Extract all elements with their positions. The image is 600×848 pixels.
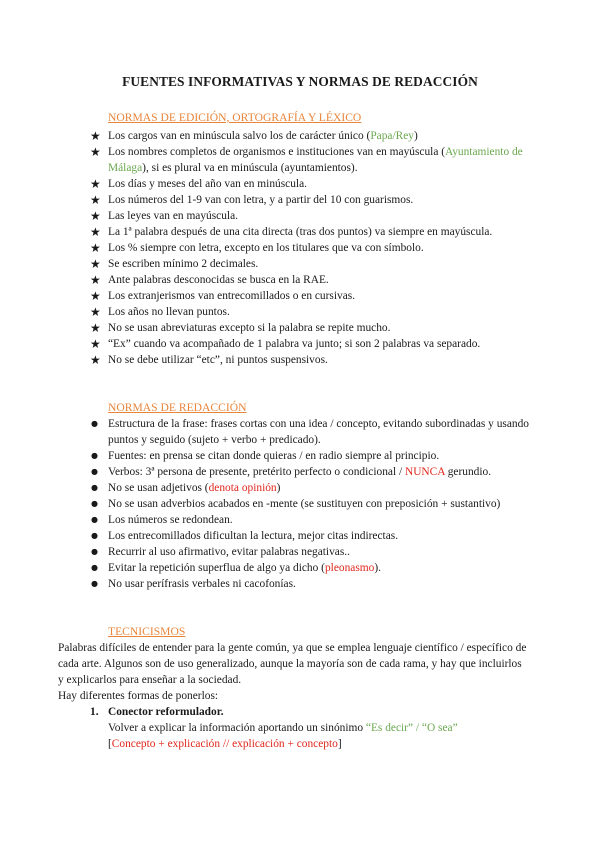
item-label: Conector reformulador.	[108, 706, 224, 718]
rule-item	[90, 240, 530, 256]
rule-item	[90, 352, 530, 368]
rule-item	[90, 560, 530, 576]
explanation-text: Volver a explicar la información aportando un sinónimo	[108, 722, 366, 734]
rule-item	[90, 528, 530, 544]
rule-item	[90, 336, 530, 352]
rule-item	[90, 416, 530, 448]
edicion-rules-list	[90, 128, 530, 368]
rule-text: Fuentes: en prensa se citan donde quieras / en radio siempre al principio.	[108, 450, 440, 462]
tecnicismos-intro: Hay diferentes formas de ponerlos:	[58, 690, 219, 702]
rule-item	[90, 304, 530, 320]
rule-text: Los números del 1-9 van con letra, y a partir del 10 con guarismos.	[108, 194, 414, 206]
rule-text: Evitar la repetición superflua de algo ya dicho (	[108, 562, 325, 574]
rule-text: Los números se redondean.	[108, 514, 233, 526]
item-number: 1.	[90, 706, 99, 718]
rule-text: Los días y meses del año van en minúscula.	[108, 178, 307, 190]
rule-text: Los extranjerismos van entrecomillados o en cursivas.	[108, 290, 356, 302]
rule-item	[90, 576, 530, 592]
section-heading-tecnicismos: TECNICISMOS	[108, 625, 186, 638]
rule-text: Estructura de la frase: frases cortas con una idea / concepto, evitando subordinadas y usando puntos y seguido (sujeto + verbo + predicado).	[108, 418, 529, 446]
bracket-open: [	[108, 738, 112, 750]
rule-text: No se usan adverbios acabados en -mente (se sustituyen con preposición + sustantivo)	[108, 498, 501, 510]
rule-text: Verbos: 3ª persona de presente, pretérito perfecto o condicional /	[108, 466, 405, 478]
rule-text: No se usan abreviaturas excepto si la palabra se repite mucho.	[108, 322, 391, 334]
rule-text: Se escriben mínimo 2 decimales.	[108, 258, 259, 270]
rule-text-tail: gerundio.	[444, 466, 492, 478]
rule-text: Los años no llevan puntos.	[108, 306, 230, 318]
highlight-example: Ayuntamiento de Málaga	[108, 146, 523, 174]
rule-item	[90, 272, 530, 288]
highlight-warning: denota opinión	[208, 482, 277, 494]
rule-item	[90, 208, 530, 224]
rule-text-tail: )	[276, 482, 281, 494]
highlight-example: Papa/Rey	[370, 130, 414, 142]
rule-item	[90, 496, 530, 512]
rule-item	[90, 288, 530, 304]
rule-item	[90, 144, 530, 176]
rule-item	[90, 320, 530, 336]
rule-item	[90, 448, 530, 464]
bracket-close: ]	[337, 738, 342, 750]
rule-item	[90, 464, 530, 480]
rule-text: No se usan adjetivos (	[108, 482, 209, 494]
rule-item	[90, 224, 530, 240]
example-phrases: “Es decir” / “O sea”	[365, 722, 458, 734]
rule-text: Ante palabras desconocidas se busca en la RAE.	[108, 274, 329, 286]
redaccion-rules-list	[90, 416, 530, 592]
section-heading-edicion: NORMAS DE EDICIÓN, ORTOGRAFÍA Y LÉXICO	[108, 111, 362, 124]
rule-text: No se debe utilizar “etc”, ni puntos suspensivos.	[108, 354, 328, 366]
rule-text: Los entrecomillados dificultan la lectura, mejor citas indirectas.	[108, 530, 399, 542]
rule-text: La 1ª palabra después de una cita directa (tras dos puntos) va siempre en mayúscula.	[108, 226, 493, 238]
rule-item	[90, 192, 530, 208]
section-heading-redaccion: NORMAS DE REDACCIÓN	[108, 401, 247, 414]
rule-item	[90, 544, 530, 560]
rule-item	[90, 128, 530, 144]
page-title: FUENTES INFORMATIVAS Y NORMAS DE REDACCIÓN	[122, 74, 478, 89]
rule-text: No usar perífrasis verbales ni cacofonías.	[108, 578, 296, 590]
rule-item	[90, 512, 530, 528]
tecnicismos-paragraph: Palabras difíciles de entender para la gente común, ya que se emplea lenguaje científico / específico de cada arte. Algunos son de uso generalizado, aunque la mayoría son de cada rama, y hay que incluirlos y explicarlos para enseñar a la sociedad.	[58, 642, 527, 686]
item-formula	[108, 736, 342, 752]
rule-item	[90, 256, 530, 272]
formula-text: Concepto + explicación // explicación + concepto	[111, 738, 338, 750]
rule-text: “Ex” cuando va acompañado de 1 palabra va junto; si son 2 palabras va separado.	[108, 338, 481, 350]
rule-item	[90, 176, 530, 192]
rule-text: Recurrir al uso afirmativo, evitar palabras negativas..	[108, 546, 350, 558]
rule-text-tail: ).	[374, 562, 381, 574]
rule-text: Los % siempre con letra, excepto en los titulares que va con símbolo.	[108, 242, 424, 254]
rule-item	[90, 480, 530, 496]
rule-text-tail: )	[413, 130, 418, 142]
rule-text: Las leyes van en mayúscula.	[108, 210, 238, 222]
highlight-warning: NUNCA	[404, 466, 445, 478]
rule-text: Los cargos van en minúscula salvo los de carácter único (	[108, 130, 371, 142]
rule-text-tail: ), si es plural va en minúscula (ayuntamientos).	[142, 162, 358, 174]
item-explanation	[108, 720, 458, 736]
rule-text: Los nombres completos de organismos e instituciones van en mayúscula (	[108, 146, 446, 158]
highlight-warning: pleonasmo	[324, 562, 375, 574]
